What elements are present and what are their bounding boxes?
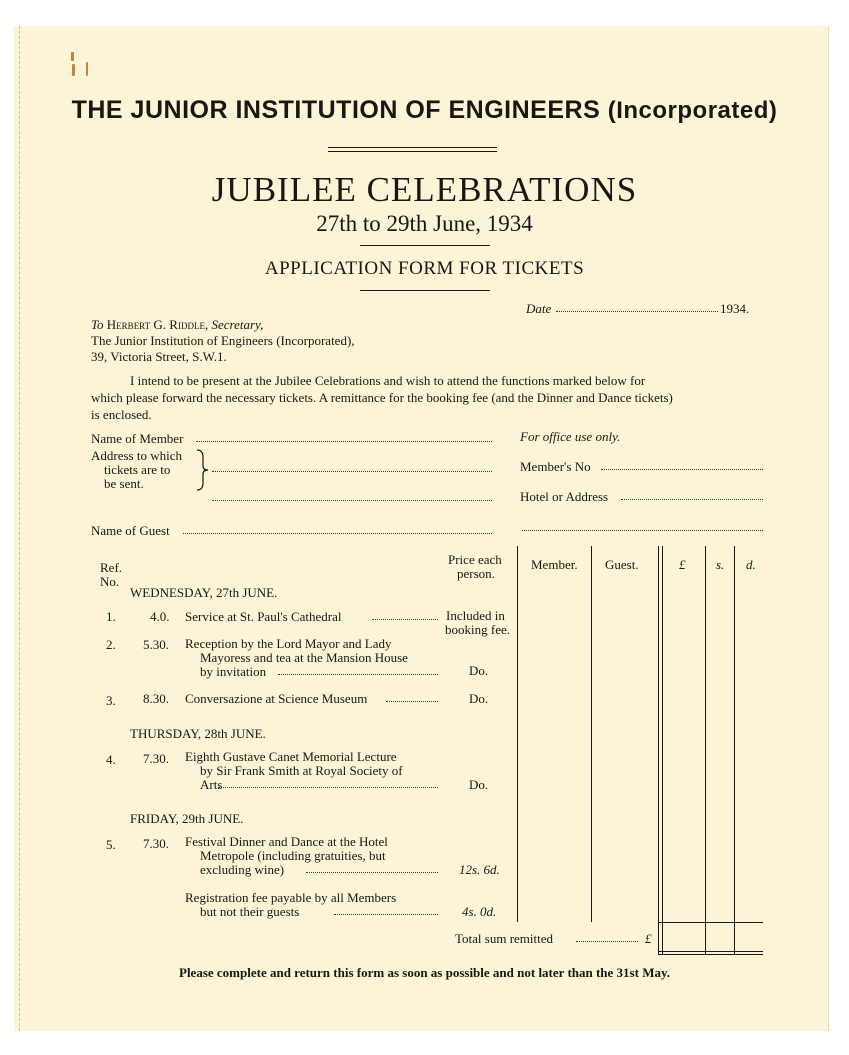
event-5-time: 7.30.: [143, 836, 169, 851]
to-word: To: [91, 317, 104, 332]
total-label: Total sum remitted: [455, 931, 554, 946]
event-2-description-2: Mayoress and tea at the Mansion House: [200, 650, 408, 665]
page-title: JUBILEE CELEBRATIONS: [211, 170, 638, 209]
total-rule-2: [658, 954, 763, 955]
event-3-time: 8.30.: [143, 691, 169, 706]
event-5-price: 12s. 6d.: [459, 862, 500, 877]
date-field[interactable]: [556, 311, 718, 312]
event-1-leader: [372, 619, 438, 620]
date-label: Date: [526, 301, 552, 316]
event-4-description-1: Eighth Gustave Canet Memorial Lecture: [185, 749, 397, 764]
intro-line-1: I intend to be present at the Jubilee Celebrations and wish to attend the functions marked below for: [130, 373, 646, 388]
recipient-org: The Junior Institution of Engineers (Incorporated),: [91, 333, 355, 348]
rust-mark: [71, 52, 74, 61]
day-heading-friday: FRIDAY, 29th JUNE.: [130, 811, 244, 826]
guest-name-label: Name of Guest: [91, 523, 170, 538]
registration-price: 4s. 0d.: [462, 904, 497, 919]
price-header-2: person.: [457, 566, 495, 581]
total-leader: [576, 941, 638, 942]
event-5-description-3: excluding wine): [200, 862, 285, 877]
hotel-label: Hotel or Address: [520, 489, 609, 504]
event-5-description-2: Metropole (including gratuities, but: [200, 848, 386, 863]
event-2-description-3: by invitation: [200, 664, 267, 679]
event-1-ref: 1.: [106, 609, 116, 624]
event-4-leader: [218, 787, 438, 788]
event-2-price: Do.: [469, 663, 489, 678]
column-rule-member: [591, 546, 592, 922]
event-5-description-1: Festival Dinner and Dance at the Hotel: [185, 834, 388, 849]
total-rule-1: [658, 951, 763, 952]
event-1-description: Service at St. Paul's Cathedral: [185, 609, 342, 624]
double-rule-2: [328, 151, 497, 152]
total-currency: £: [645, 931, 652, 946]
event-1-price-1: Included in: [446, 608, 505, 623]
event-2-ref: 2.: [106, 637, 116, 652]
rust-mark-3: [86, 62, 88, 76]
event-2-time: 5.30.: [143, 637, 169, 652]
office-blank-field[interactable]: [522, 530, 763, 531]
guest-column-header: Guest.: [605, 557, 639, 572]
guest-name-field[interactable]: [183, 533, 492, 534]
event-3-leader: [386, 701, 438, 702]
event-4-price: Do.: [469, 777, 489, 792]
double-rule: [328, 147, 497, 148]
pence-column-header: d.: [746, 557, 756, 572]
column-rule-guest-1: [658, 546, 659, 954]
registration-leader: [334, 914, 438, 915]
footer-note: Please complete and return this form as soon as possible and not later than the 31st May.: [179, 965, 670, 980]
address-label-2: tickets are to: [104, 462, 171, 477]
address-field-2[interactable]: [212, 500, 492, 501]
members-no-label: Member's No: [520, 459, 591, 474]
address-field-1[interactable]: [212, 471, 492, 472]
date-year: 1934.: [720, 301, 750, 316]
incorporated-tag: (Incorporated): [607, 97, 778, 124]
day-heading-wednesday: WEDNESDAY, 27th JUNE.: [130, 585, 278, 600]
address-label-3: be sent.: [104, 476, 144, 491]
member-column-header: Member.: [531, 557, 578, 572]
role-text: Secretary,: [211, 317, 264, 332]
event-4-ref: 4.: [106, 752, 116, 767]
registration-line-2: but not their guests: [200, 904, 300, 919]
members-no-field[interactable]: [601, 469, 763, 470]
column-rule-shillings: [734, 546, 735, 954]
form-title-rule: [360, 290, 490, 291]
rust-mark-2: [72, 64, 75, 76]
recipient-role: , Secretary,: [204, 317, 264, 332]
price-header-1: Price each: [448, 552, 502, 567]
form-title: APPLICATION FORM FOR TICKETS: [264, 258, 585, 279]
institution-name: THE JUNIOR INSTITUTION OF ENGINEERS: [71, 96, 601, 124]
recipient-name: Herbert G. Riddle: [106, 317, 205, 332]
intro-line-3: is enclosed.: [91, 407, 152, 422]
title-rule: [360, 245, 490, 246]
recipient-street: 39, Victoria Street, S.W.1.: [91, 349, 227, 364]
total-amount-field[interactable]: [663, 924, 763, 950]
column-rule-pounds: [705, 546, 706, 954]
event-4-description-2: by Sir Frank Smith at Royal Society of: [200, 763, 403, 778]
intro-line-2: which please forward the necessary tickets. A remittance for the booking fee (and the Dinner and Dance tickets): [91, 390, 673, 405]
member-name-label: Name of Member: [91, 431, 184, 446]
event-5-leader: [306, 872, 438, 873]
event-dates: 27th to 29th June, 1934: [316, 211, 533, 236]
event-2-description-1: Reception by the Lord Mayor and Lady: [185, 636, 392, 651]
event-1-time: 4.0.: [150, 609, 170, 624]
event-3-description: Conversazione at Science Museum: [185, 691, 368, 706]
subtotal-rule: [658, 922, 763, 923]
column-rule-guest-2: [662, 546, 663, 954]
institution-heading: [0, 96, 849, 125]
event-2-leader: [278, 674, 438, 675]
ref-header-2: No.: [100, 574, 120, 589]
event-4-description-3: Arts: [200, 777, 223, 792]
day-heading-thursday: THURSDAY, 28th JUNE.: [130, 726, 266, 741]
ref-header-1: Ref.: [100, 560, 123, 575]
registration-line-1: Registration fee payable by all Members: [185, 890, 397, 905]
address-brace-icon: [196, 449, 210, 491]
event-1-price-2: booking fee.: [445, 622, 510, 637]
recipient-line: [91, 317, 263, 332]
address-label-1: Address to which: [91, 448, 182, 463]
member-name-field[interactable]: [196, 441, 492, 442]
office-use-label: For office use only.: [520, 429, 621, 444]
pounds-column-header: £: [679, 557, 686, 572]
event-3-ref: 3.: [106, 693, 116, 708]
column-rule-price: [517, 546, 518, 922]
event-4-time: 7.30.: [143, 751, 169, 766]
shillings-column-header: s.: [716, 557, 725, 572]
event-5-ref: 5.: [106, 837, 116, 852]
hotel-field[interactable]: [621, 499, 763, 500]
event-3-price: Do.: [469, 691, 489, 706]
